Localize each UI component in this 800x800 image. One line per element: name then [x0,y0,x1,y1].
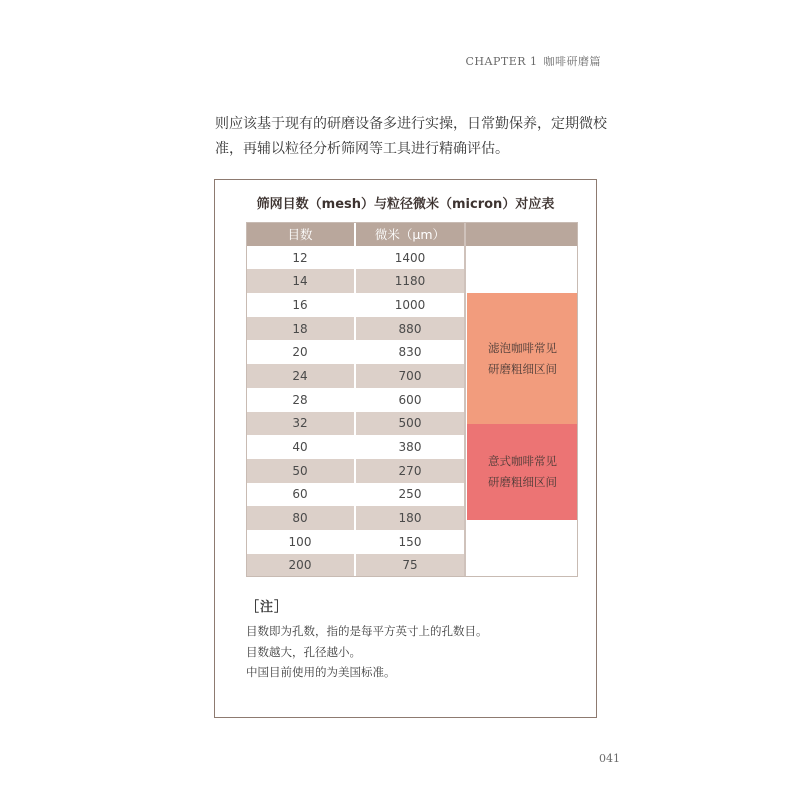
mesh-table-box [214,179,597,718]
micron-cell: 270 [356,459,466,483]
mesh-cell: 200 [246,554,356,578]
micron-cell: 700 [356,364,466,388]
table-row [246,530,578,554]
notes-heading: ［注］ [246,600,289,615]
micron-cell: 880 [356,317,466,341]
micron-cell: 600 [356,388,466,412]
range-cell [466,530,578,554]
espresso-range-label-line2: 研磨粗细区间 [488,475,557,490]
mesh-cell: 12 [246,246,356,270]
drip-range-band [467,293,578,424]
range-cell [466,269,578,293]
chapter-label: CHAPTER 1 [465,55,538,68]
mesh-cell: 14 [246,269,356,293]
table-header-row [246,222,578,246]
mesh-cell: 20 [246,340,356,364]
espresso-range-band [467,424,578,520]
running-header [466,53,602,69]
intro-paragraph: 则应该基于现有的研磨设备多进行实操，日常勤保养，定期微校准，再辅以粒径分析筛网等工具进行精确评估。 [215,116,607,157]
column-header-range [466,222,578,246]
mesh-cell: 28 [246,388,356,412]
mesh-cell: 16 [246,293,356,317]
micron-cell: 1180 [356,269,466,293]
chapter-title: 咖啡研磨篇 [543,55,601,68]
notes-section [246,596,488,683]
micron-cell: 830 [356,340,466,364]
column-header-micron: 微米（μm） [356,222,466,246]
micron-cell: 180 [356,506,466,530]
mesh-cell: 32 [246,412,356,436]
micron-cell: 1000 [356,293,466,317]
mesh-cell: 80 [246,506,356,530]
mesh-cell: 60 [246,483,356,507]
mesh-cell: 40 [246,435,356,459]
micron-cell: 250 [356,483,466,507]
column-header-mesh: 目数 [246,222,356,246]
table-row [246,246,578,270]
micron-cell: 380 [356,435,466,459]
table-row [246,554,578,578]
range-cell [466,554,578,578]
note-line: 中国目前使用的为美国标准。 [246,665,396,679]
drip-range-label-line2: 研磨粗细区间 [488,361,557,376]
note-line: 目数即为孔数，指的是每平方英寸上的孔数目。 [246,624,488,638]
mesh-micron-table [246,222,578,577]
micron-cell: 1400 [356,246,466,270]
mesh-cell: 100 [246,530,356,554]
table-row [246,269,578,293]
note-line: 目数越大，孔径越小。 [246,644,361,659]
micron-cell: 150 [356,530,466,554]
page-number: 041 [599,752,620,765]
espresso-range-label-line1: 意式咖啡常见 [488,454,557,469]
drip-range-label-line1: 滤泡咖啡常见 [488,340,557,355]
mesh-cell: 24 [246,364,356,388]
micron-cell: 500 [356,412,466,436]
table-title: 筛网目数（mesh）与粒径微米（micron）对应表 [256,197,555,212]
micron-cell: 75 [356,554,466,578]
range-cell [466,246,578,270]
mesh-cell: 18 [246,317,356,341]
mesh-cell: 50 [246,459,356,483]
